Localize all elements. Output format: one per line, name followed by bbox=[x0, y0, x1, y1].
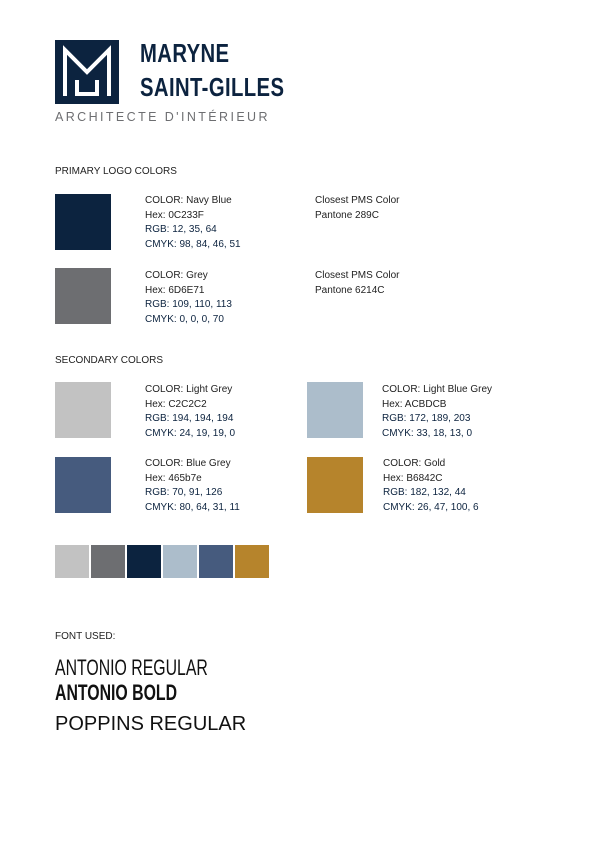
palette-swatch bbox=[127, 545, 161, 578]
color-info-gold bbox=[383, 457, 479, 515]
cmyk-label: CMYK: 33, 18, 13, 0 bbox=[382, 427, 473, 439]
hex-label: Hex: 6D6E71 bbox=[145, 284, 205, 296]
color-label: COLOR: Light Blue Grey bbox=[382, 384, 493, 395]
cmyk-label: CMYK: 0, 0, 0, 70 bbox=[145, 313, 224, 325]
font-sample-antonio-regular: ANTONIO REGULAR bbox=[55, 655, 208, 680]
palette-swatch bbox=[235, 545, 269, 578]
swatch-light-blue-grey bbox=[307, 382, 363, 438]
fonts-title: FONT USED: bbox=[55, 631, 116, 642]
color-label: COLOR: Grey bbox=[145, 270, 208, 281]
palette-swatch bbox=[55, 545, 89, 578]
secondary-colors-title: SECONDARY COLORS bbox=[55, 355, 163, 366]
font-sample-poppins-regular: POPPINS REGULAR bbox=[55, 713, 247, 735]
cmyk-label: CMYK: 24, 19, 19, 0 bbox=[145, 427, 236, 439]
pms-info-grey bbox=[315, 269, 399, 298]
brand-name-line1: MARYNE bbox=[140, 38, 230, 68]
pms-title: Closest PMS Color bbox=[315, 195, 400, 206]
color-info-light-grey bbox=[145, 383, 235, 441]
color-label: COLOR: Gold bbox=[383, 458, 446, 469]
rgb-label: RGB: 172, 189, 203 bbox=[382, 413, 471, 424]
swatch-blue-grey bbox=[55, 457, 111, 513]
rgb-label: RGB: 109, 110, 113 bbox=[145, 299, 232, 310]
cmyk-label: CMYK: 80, 64, 31, 11 bbox=[145, 501, 240, 513]
color-info-grey bbox=[145, 269, 232, 327]
palette-swatch bbox=[91, 545, 125, 578]
swatch-gold bbox=[307, 457, 363, 513]
pms-value: Pantone 289C bbox=[315, 209, 379, 221]
cmyk-label: CMYK: 98, 84, 46, 51 bbox=[145, 238, 241, 250]
brand-tagline: ARCHITECTE D'INTÉRIEUR bbox=[55, 110, 270, 124]
primary-colors-title: PRIMARY LOGO COLORS bbox=[55, 166, 177, 177]
palette-swatch bbox=[163, 545, 197, 578]
swatch-navy-blue bbox=[55, 194, 111, 250]
rgb-label: RGB: 182, 132, 44 bbox=[383, 487, 466, 498]
color-info-navy-blue bbox=[145, 194, 241, 252]
hex-label: Hex: C2C2C2 bbox=[145, 398, 207, 410]
color-label: COLOR: Blue Grey bbox=[145, 458, 231, 469]
color-label: COLOR: Light Grey bbox=[145, 384, 233, 395]
brand-name-line2: SAINT-GILLES bbox=[140, 72, 285, 102]
hex-label: Hex: ACBDCB bbox=[382, 398, 447, 410]
rgb-label: RGB: 194, 194, 194 bbox=[145, 413, 234, 424]
hex-label: Hex: 0C233F bbox=[145, 209, 204, 221]
hex-label: Hex: 465b7e bbox=[145, 472, 202, 484]
rgb-label: RGB: 70, 91, 126 bbox=[145, 487, 223, 498]
pms-title: Closest PMS Color bbox=[315, 270, 400, 281]
font-sample-antonio-bold: ANTONIO BOLD bbox=[55, 680, 178, 705]
pms-value: Pantone 6214C bbox=[315, 284, 385, 296]
pms-info-navy-blue bbox=[315, 194, 399, 223]
color-label: COLOR: Navy Blue bbox=[145, 195, 232, 206]
cmyk-label: CMYK: 26, 47, 100, 6 bbox=[383, 501, 479, 513]
color-info-blue-grey bbox=[145, 457, 240, 515]
swatch-light-grey bbox=[55, 382, 111, 438]
color-info-light-blue-grey bbox=[382, 383, 492, 441]
rgb-label: RGB: 12, 35, 64 bbox=[145, 224, 217, 235]
swatch-grey bbox=[55, 268, 111, 324]
palette-strip bbox=[55, 545, 269, 578]
logo-monogram-icon bbox=[55, 40, 119, 104]
hex-label: Hex: B6842C bbox=[383, 472, 443, 484]
palette-swatch bbox=[199, 545, 233, 578]
